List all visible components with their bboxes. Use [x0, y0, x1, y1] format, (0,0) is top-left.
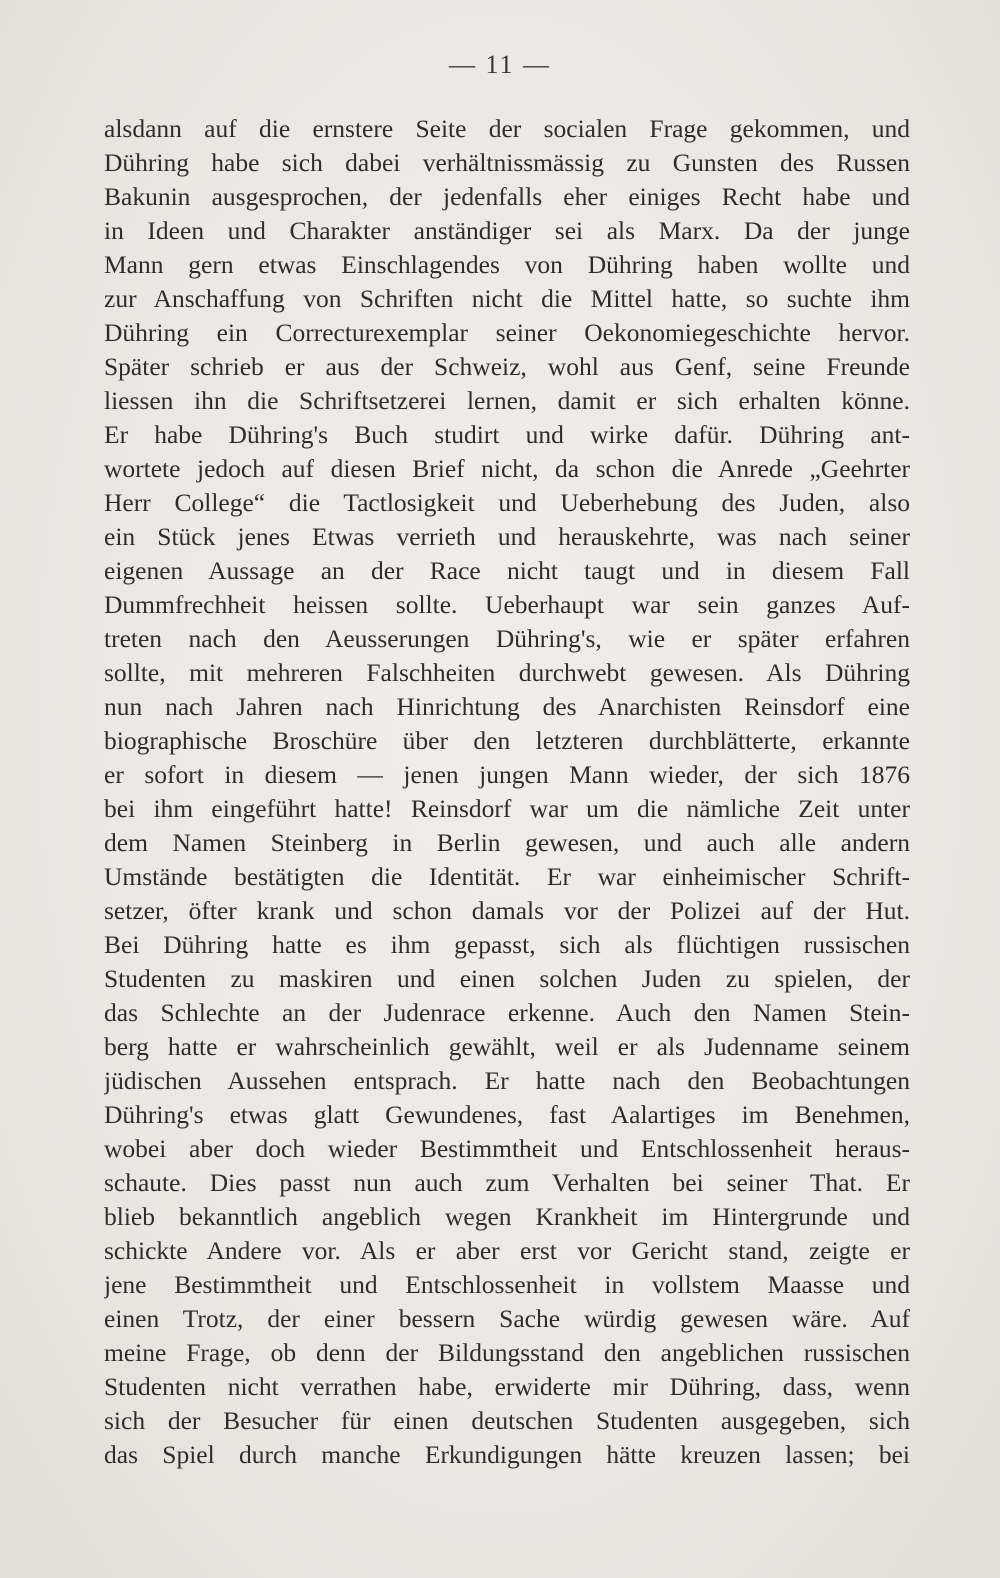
text-line: Mann gern etwas Einschlagendes von Dühring haben wollte und: [104, 250, 910, 279]
text-line: alsdann auf die ernstere Seite der socialen Frage gekommen, und: [104, 114, 910, 143]
text-line: sich der Besucher für einen deutschen Studenten ausgegeben, sich: [104, 1406, 910, 1435]
text-line: liessen ihn die Schriftsetzerei lernen, damit er sich erhalten könne.: [104, 386, 910, 415]
body-text: [104, 112, 910, 1472]
text-line: wobei aber doch wieder Bestimmtheit und Entschlossenheit heraus-: [104, 1134, 910, 1163]
text-line: nun nach Jahren nach Hinrichtung des Anarchisten Reinsdorf eine: [104, 692, 910, 721]
text-line: Bei Dühring hatte es ihm gepasst, sich als flüchtigen russischen: [104, 930, 910, 959]
text-line: Er habe Dühring's Buch studirt und wirke dafür. Dühring ant-: [104, 420, 910, 449]
text-line: zur Anschaffung von Schriften nicht die Mittel hatte, so suchte ihm: [104, 284, 910, 313]
text-line: setzer, öfter krank und schon damals vor der Polizei auf der Hut.: [104, 896, 910, 925]
page-number: — 11 —: [448, 50, 552, 79]
text-line: ein Stück jenes Etwas verrieth und herauskehrte, was nach seiner: [104, 522, 910, 551]
text-line: schaute. Dies passt nun auch zum Verhalten bei seiner That. Er: [104, 1168, 910, 1197]
text-line: jene Bestimmtheit und Entschlossenheit in vollstem Maasse und: [104, 1270, 910, 1299]
text-line: Herr College“ die Tactlosigkeit und Ueberhebung des Juden, also: [104, 488, 910, 517]
text-line: Bakunin ausgesprochen, der jedenfalls eher einiges Recht habe und: [104, 182, 910, 211]
text-line: bei ihm eingeführt hatte! Reinsdorf war um die nämliche Zeit unter: [104, 794, 910, 823]
text-line: Dühring's etwas glatt Gewundenes, fast Aalartiges im Benehmen,: [104, 1100, 910, 1129]
text-line: wortete jedoch auf diesen Brief nicht, da schon die Anrede „Geehrter: [104, 454, 910, 483]
text-line: berg hatte er wahrscheinlich gewählt, weil er als Judenname seinem: [104, 1032, 910, 1061]
text-line: treten nach den Aeusserungen Dühring's, wie er später erfahren: [104, 624, 910, 653]
text-line: sollte, mit mehreren Falschheiten durchwebt gewesen. Als Dühring: [104, 658, 910, 687]
text-line: meine Frage, ob denn der Bildungsstand den angeblichen russischen: [104, 1338, 910, 1367]
text-line: dem Namen Steinberg in Berlin gewesen, und auch alle andern: [104, 828, 910, 857]
text-line: Später schrieb er aus der Schweiz, wohl aus Genf, seine Freunde: [104, 352, 910, 381]
text-line: das Schlechte an der Judenrace erkenne. Auch den Namen Stein-: [104, 998, 910, 1027]
text-line: Umstände bestätigten die Identität. Er war einheimischer Schrift-: [104, 862, 910, 891]
text-line: schickte Andere vor. Als er aber erst vor Gericht stand, zeigte er: [104, 1236, 910, 1265]
text-line: in Ideen und Charakter anständiger sei als Marx. Da der junge: [104, 216, 910, 245]
text-line: jüdischen Aussehen entsprach. Er hatte nach den Beobachtungen: [104, 1066, 910, 1095]
text-line: Dummfrechheit heissen sollte. Ueberhaupt war sein ganzes Auf-: [104, 590, 910, 619]
text-line: Studenten nicht verrathen habe, erwiderte mir Dühring, dass, wenn: [104, 1372, 910, 1401]
text-line: biographische Broschüre über den letzteren durchblätterte, erkannte: [104, 726, 910, 755]
text-line: Dühring habe sich dabei verhältnissmässig zu Gunsten des Russen: [104, 148, 910, 177]
text-line: blieb bekanntlich angeblich wegen Krankheit im Hintergrunde und: [104, 1202, 910, 1231]
text-line: er sofort in diesem — jenen jungen Mann wieder, der sich 1876: [104, 760, 910, 789]
text-line: eigenen Aussage an der Race nicht taugt und in diesem Fall: [104, 556, 910, 585]
text-line: Studenten zu maskiren und einen solchen Juden zu spielen, der: [104, 964, 910, 993]
text-line: einen Trotz, der einer bessern Sache würdig gewesen wäre. Auf: [104, 1304, 910, 1333]
text-line: das Spiel durch manche Erkundigungen hätte kreuzen lassen; bei: [104, 1440, 910, 1469]
text-line: Dühring ein Correcturexemplar seiner Oekonomiegeschichte hervor.: [104, 318, 910, 347]
